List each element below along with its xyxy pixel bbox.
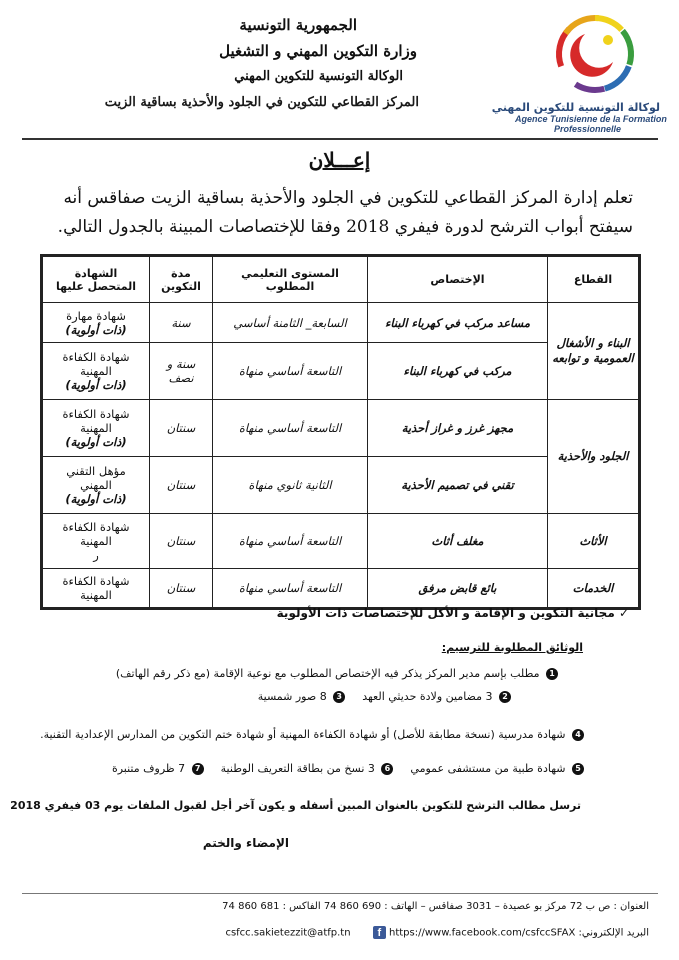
- sector-services: الخدمات: [548, 569, 640, 609]
- row-certificate-1: مؤهل التقني: [66, 464, 126, 478]
- document-item-5-text: شهادة طبية من مستشفى عمومي: [410, 762, 566, 775]
- row-certificate: [42, 569, 150, 609]
- intro-line-2: سيفتح أبواب الترشح لدورة فيفري 2018 وفقا للإختصاصات المبينة بالجدول التالي.: [57, 217, 633, 237]
- logo-caption-ar: لوكالة التونسية للتكوين المهني: [491, 101, 660, 114]
- header-duration-1: مدة: [171, 266, 191, 280]
- row-duration: سنتان: [150, 457, 213, 514]
- row-certificate-2: (ذات أولوية): [65, 322, 127, 337]
- email-link[interactable]: csfcc.sakietezzit@atfp.tn: [225, 927, 351, 939]
- row-duration: سنتان: [150, 514, 213, 569]
- header-specialty: الإختصاص: [368, 256, 548, 303]
- row-duration: سنة و نصف: [150, 343, 213, 400]
- logo-caption-fr-1: Agence Tunisienne de la Formation: [515, 114, 667, 124]
- row-certificate: [42, 457, 150, 514]
- agency-logo: [491, 12, 667, 134]
- number-3-icon: 3: [333, 691, 345, 703]
- row-specialty: مركب في كهرباء البناء: [368, 343, 548, 400]
- header-duration-2: التكوين: [161, 279, 201, 293]
- row-duration: سنتان: [150, 569, 213, 609]
- row-certificate-3: ر: [93, 548, 99, 562]
- header-duration: [150, 256, 213, 303]
- header-divider: [22, 138, 658, 140]
- free-training-text: مجانية التكوين و الإقامة و الأكل للإختصاصات ذات الأولوية: [276, 606, 615, 620]
- row-level: السابعة_ الثامنة أساسي: [213, 303, 368, 343]
- header-ministry: وزارة التكوين المهني و التشغيل: [219, 42, 417, 60]
- table-row: [42, 569, 640, 609]
- facebook-icon: f: [373, 926, 386, 939]
- row-specialty: بائع قابض مرفق: [368, 569, 548, 609]
- footer-contacts: [225, 926, 649, 939]
- document-item-1: [116, 667, 561, 680]
- document-item-4-text: شهادة مدرسية (نسخة مطابقة للأصل) أو شهادة الكفاءة المهنية أو شهادة ختم التكوين من المدارس الإعدادية التقنية.: [40, 728, 566, 741]
- document-item-6-text: 3 نسخ من بطاقة التعريف الوطنية: [220, 762, 375, 775]
- footer-divider: [22, 893, 658, 894]
- table-header-row: [42, 256, 640, 303]
- header-certificate: [42, 256, 150, 303]
- check-mark-icon: ✓: [618, 606, 629, 620]
- row-certificate-1: شهادة الكفاءة: [62, 520, 130, 534]
- intro-line-1: تعلم إدارة المركز القطاعي للتكوين في الجلود والأحذية بساقية الزيت صفاقس أنه: [63, 188, 633, 208]
- row-certificate-2: المهني: [80, 478, 112, 492]
- header-agency: الوكالة التونسية للتكوين المهني: [234, 69, 403, 84]
- header-certificate-1: الشهادة: [74, 266, 118, 280]
- header-certificate-2: المتحصل عليها: [55, 279, 137, 293]
- document-item-7-text: 7 ظروف متنبرة: [111, 762, 186, 775]
- row-level: التاسعة أساسي منهاة: [213, 343, 368, 400]
- header-sector: القطاع: [548, 256, 640, 303]
- deadline-text: ترسل مطالب الترشح للتكوين بالعنوان المبين أسفله و يكون آخر أجل لقبول الملفات يوم 03 فيفري 2018: [10, 799, 581, 812]
- row-certificate-3: (ذات أولوية): [65, 492, 127, 506]
- free-training-note: [277, 606, 629, 620]
- facebook-link[interactable]: https://www.facebook.com/csfccSFAX: [389, 927, 576, 939]
- table-row: [42, 400, 640, 457]
- number-5-icon: 5: [572, 763, 584, 775]
- email-label: البريد الإلكتروني:: [578, 927, 649, 939]
- documents-heading: الوثائق المطلوبة للترسيم:: [441, 641, 583, 654]
- row-duration: سنة: [150, 303, 213, 343]
- row-certificate: [42, 303, 150, 343]
- row-certificate-2: المهنية: [80, 534, 112, 548]
- row-level: التاسعة أساسي منهاة: [213, 514, 368, 569]
- document-item-1-text: مطلب بإسم مدير المركز يذكر فيه الإختصاص المطلوب مع نوعية الإقامة (مع ذكر رقم الهاتف): [115, 667, 540, 680]
- sector-leather: الجلود والأحذية: [548, 400, 640, 514]
- row-certificate-2: المهنية: [80, 421, 112, 435]
- row-level: التاسعة أساسي منهاة: [213, 400, 368, 457]
- document-items-5-7: [112, 762, 587, 775]
- announcement-title: إعـــلان: [308, 148, 371, 172]
- row-certificate-1: شهادة الكفاءة: [62, 350, 130, 364]
- agency-logo-mark-icon: [515, 12, 660, 97]
- header-republic: الجمهورية التونسية: [239, 16, 357, 34]
- header-center: المركز القطاعي للتكوين في الجلود والأحذية بساقية الزيت: [104, 95, 419, 110]
- sector-construction: البناء و الأشغال العمومية و توابعه: [548, 303, 640, 400]
- table-row: [42, 514, 640, 569]
- row-duration: سنتان: [150, 400, 213, 457]
- number-1-icon: 1: [546, 668, 558, 680]
- row-certificate: [42, 514, 150, 569]
- row-certificate-3: (ذات أولوية): [65, 378, 127, 392]
- row-certificate-2: المهنية: [80, 588, 112, 602]
- number-6-icon: 6: [381, 763, 393, 775]
- sector-furniture: الأثاث: [548, 514, 640, 569]
- number-2-icon: 2: [499, 691, 511, 703]
- row-certificate: [42, 343, 150, 400]
- document-item-4: [40, 728, 587, 741]
- row-certificate-2: المهنية: [80, 364, 112, 378]
- row-specialty: مساعد مركب في كهرباء البناء: [368, 303, 548, 343]
- row-level: الثانية ثانوي منهاة: [213, 457, 368, 514]
- footer-address: العنوان : ص ب 72 مركز بو عصيدة – 3031 صفاقس – الهاتف : 690 860 74 الفاكس : 681 860 74: [222, 901, 649, 912]
- document-item-3-text: 8 صور شمسية: [257, 690, 327, 703]
- row-certificate-1: شهادة الكفاءة: [62, 407, 130, 421]
- number-4-icon: 4: [572, 729, 584, 741]
- document-item-2-text: 3 مضامين ولادة حديثي العهد: [362, 690, 493, 703]
- signature-label: الإمضاء والختم: [202, 836, 289, 850]
- specialties-table: [40, 254, 641, 610]
- row-certificate-1: شهادة مهارة: [66, 308, 126, 323]
- number-7-icon: 7: [192, 763, 204, 775]
- document-items-2-3: [258, 690, 514, 703]
- row-specialty: مغلف أثاث: [368, 514, 548, 569]
- row-certificate: [42, 400, 150, 457]
- row-level: التاسعة أساسي منهاة: [213, 569, 368, 609]
- row-specialty: تقني في تصميم الأحذية: [368, 457, 548, 514]
- header-level: المستوى التعليمي المطلوب: [213, 256, 368, 303]
- row-specialty: مجهز غرز و غراز أحذية: [368, 400, 548, 457]
- row-certificate-1: شهادة الكفاءة: [62, 574, 130, 588]
- row-certificate-3: (ذات أولوية): [65, 435, 127, 449]
- logo-caption-fr-2: Professionnelle: [553, 124, 622, 134]
- table-row: [42, 303, 640, 343]
